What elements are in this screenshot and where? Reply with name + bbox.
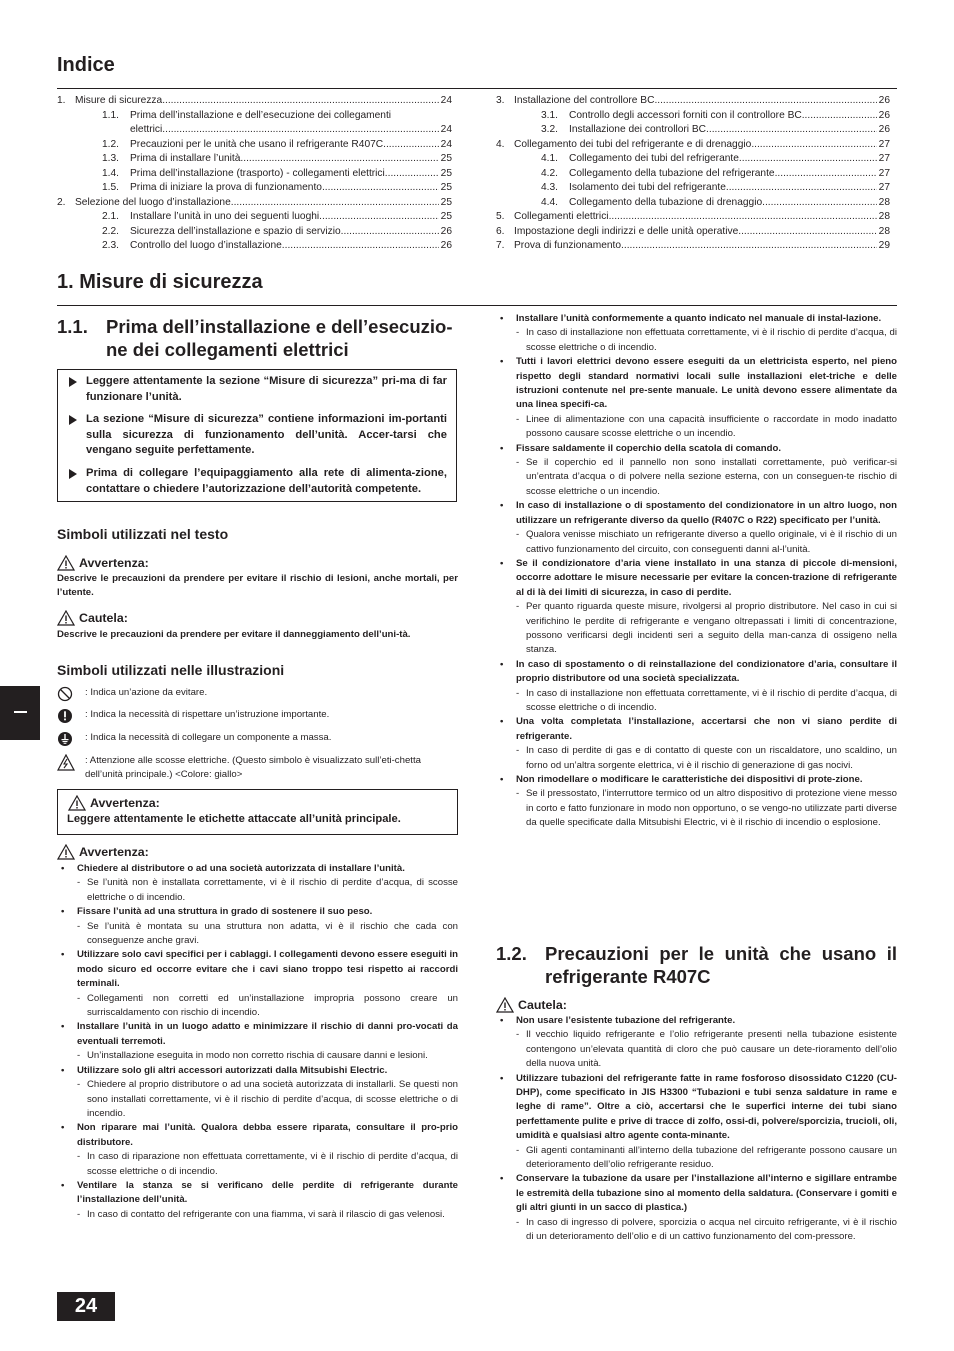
toc-entry	[496, 94, 890, 109]
toc-leader-dots	[385, 167, 439, 182]
toc-entry-page: 25	[440, 153, 452, 164]
caution-triangle-icon	[496, 997, 514, 1013]
toc-leader-dots	[751, 138, 876, 153]
toc-entry-page: 25	[440, 182, 452, 193]
toc-entry	[57, 109, 452, 124]
toc-leader-dots	[706, 123, 877, 138]
bullet-instruction: • Se il condizionatore d’aria viene installato in una stanza di piccole di-mensioni, occorre adottare le misure necessarie per evitare la concen-trazione di refrigerante al di là dei limiti di sicurezza, in caso di perdite.	[496, 557, 897, 600]
symbol-desc: : Attenzione alle scosse elettriche. (Questo simbolo è visualizzato sull’eti-chetta dell’unità principale.) <Colore: giallo>	[85, 755, 421, 780]
symbol-row-mandatory	[57, 708, 458, 722]
notice-item	[68, 412, 447, 459]
toc-entry-page: 24	[440, 138, 452, 150]
bullet-consequence: - Qualora venisse mischiato un refrigerante diverso a quello originale, vi è il rischio di un cattivo funzionamento del circuito, con conseguenti danni al-l’unità.	[496, 528, 897, 557]
section-heading-safety: 1. Misure di sicurezza	[57, 271, 263, 293]
warning-label-text: Avvertenza:	[79, 556, 149, 570]
toc-entry	[496, 181, 890, 196]
toc-entry-title: Impostazione degli indirizzi e delle unità operative	[514, 225, 739, 237]
bullet-instruction: • Non riparare mai l’unità. Qualora debba essere riparata, consultare il pro-prio distributore.	[57, 1121, 458, 1150]
toc-entry-page: 27	[878, 138, 890, 150]
warning-label	[57, 555, 149, 571]
subsection-title-line2: ne dei collegamenti elettrici	[106, 339, 349, 360]
toc-leader-dots	[621, 239, 877, 254]
bullet-instruction: • Utilizzare solo cavi specifici per i cablaggi. I collegamenti devono essere eseguiti in modo sicuro ed occorre evitare che i cavi siano troppo tesi rispetto ai raccordi terminali.	[57, 948, 458, 991]
toc-entry	[496, 225, 890, 240]
toc-leader-dots	[231, 196, 439, 211]
warning-list-right	[496, 312, 897, 831]
bullet-instruction: • In caso di installazione o di spostamento del condizionatore in un altro luogo, non utilizzare un refrigerante diverso da quello (R407C o R22) specificato per l’unità.	[496, 499, 897, 528]
title-rule	[57, 88, 897, 89]
toc-entry-number: 4.3.	[541, 182, 558, 193]
toc-leader-dots	[341, 225, 439, 240]
toc-leader-dots	[383, 138, 439, 153]
toc-entry-title: Installazione dei controllori BC	[569, 124, 707, 135]
toc-entry-page: 26	[440, 225, 452, 237]
label-warning-box	[57, 789, 458, 835]
toc-leader-dots	[738, 225, 876, 240]
mandatory-icon	[57, 708, 75, 726]
bullet-instruction: • Installare l’unità in un luogo adatto e minimizzare il rischio di danni pro-vocati da eventuali terremoti.	[57, 1020, 458, 1049]
bullet-instruction: • Fissare saldamente il coperchio della scatola di comando.	[496, 442, 897, 456]
notice-text: Prima di collegare l’equipaggiamento alla rete di alimenta-zione, contattare o chiedere l’autorizzazione dell’autorità competente.	[86, 466, 447, 495]
page-number: 24	[57, 1292, 115, 1321]
caution-label-text: Cautela:	[79, 611, 128, 625]
section-rule	[57, 305, 897, 306]
bullet-instruction: • In caso di spostamento o di reinstallazione del condizionatore d’aria, consultare il proprio distributore od una società specializzata.	[496, 658, 897, 687]
box-warning-text: Leggere attentamente le etichette attaccate all’unità principale.	[67, 813, 401, 825]
toc-entry	[496, 138, 890, 153]
ground-icon	[57, 731, 75, 749]
toc-entry-number: 4.4.	[541, 196, 558, 208]
electric-shock-icon	[57, 754, 75, 772]
toc-entry-number: 2.1.	[102, 211, 119, 222]
toc-entry-page: 25	[440, 196, 452, 208]
toc-leader-dots	[162, 123, 438, 138]
symbol-desc: : Indica un’azione da evitare.	[85, 687, 208, 698]
toc-entry-number: 1.3.	[102, 153, 119, 164]
toc-entry-number: 4.1.	[541, 153, 558, 164]
toc-entry-title: Prima dell’installazione (trasporto) - collegamenti elettrici	[130, 167, 385, 179]
toc-entry-title: Selezione del luogo d’installazione	[75, 196, 231, 208]
toc-entry	[57, 210, 452, 225]
toc-entry-number: 1.5.	[102, 182, 119, 193]
toc-entry-title: Sicurezza dell’installazione e spazio di servizio	[130, 225, 341, 237]
warning-list-left	[57, 862, 458, 1222]
toc-leader-dots	[609, 210, 877, 225]
toc-entry-number: 2.	[57, 196, 66, 208]
symbol-desc: : Indica la necessità di rispettare un’istruzione importante.	[85, 709, 330, 720]
toc-entry	[496, 239, 890, 254]
bullet-instruction: • Conservare la tubazione da usare per l’installazione all’interno e sigillare entrambe le estremità della tubazione sino al momento della saldatura. (Conservare i gomiti e gli altri giunti in un sacco di plastica.)	[496, 1172, 897, 1215]
toc-entry-title: Installazione del controllore BC	[514, 95, 655, 106]
toc-entry-title: Prima di installare l’unità	[130, 153, 241, 164]
toc-entry-number: 2.2.	[102, 225, 119, 237]
bullet-consequence: - In caso di installazione non effettuata correttamente, vi è il rischio di perdite d’acqua, di scosse elettriche o di incendio.	[496, 687, 897, 716]
toc-entry-number: 7.	[496, 240, 505, 251]
toc-leader-dots	[282, 239, 439, 254]
caution-label	[57, 610, 128, 626]
notice-text: La sezione “Misure di sicurezza” contiene informazioni im-portanti sulla sicurezza di funzionamento dell’unità. Accer-tarsi che vengano seguite perfettamente.	[86, 413, 447, 457]
toc-entry-title-cont: elettrici	[130, 124, 163, 135]
toc-entry-number: 1.1.	[102, 109, 119, 121]
symbols-text-heading: Simboli utilizzati nel testo	[57, 526, 229, 542]
symbol-row-ground	[57, 731, 458, 745]
toc-entry	[496, 167, 890, 182]
symbol-row-electric-shock	[57, 754, 458, 782]
bullet-consequence: - Gli agenti contaminanti all’interno della tubazione del refrigerante possono causare un deterioramento dell’olio refrigerante residuo.	[496, 1144, 897, 1173]
triangle-right-icon	[69, 377, 77, 387]
bullet-consequence: - Il vecchio liquido refrigerante e l’olio refrigerante presenti nella tubazione esistente contengono un’elevata quantità di cloro che può causare un dete-rioramento dell’olio della nuova unità.	[496, 1028, 897, 1071]
bullet-instruction: • Tutti i lavori elettrici devono essere eseguiti da un elettricista esperto, nel pieno rispetto degli standard normativi locali sulle installazioni elet-triche e delle istruzioni contenute nel pre-sente manuale. Le unità devono essere alimentate da una linea specifi-ca.	[496, 355, 897, 413]
toc-entry-title: Isolamento dei tubi del refrigerante	[569, 182, 726, 193]
toc-entry-page: 25	[440, 211, 452, 222]
toc-entry-number: 3.1.	[541, 109, 558, 121]
toc-entry	[496, 123, 890, 138]
toc-leader-dots	[762, 196, 877, 211]
toc-entry-title: Prima di iniziare la prova di funzionamento	[130, 182, 322, 193]
warning-triangle-icon	[68, 795, 86, 811]
toc-entry-title: Collegamento dei tubi del refrigerante	[569, 153, 739, 164]
toc-entry-number: 6.	[496, 225, 505, 237]
warning-description: Descrive le precauzioni da prendere per evitare il rischio di lesioni, anche mortali, per l’utente.	[57, 573, 458, 598]
bullet-instruction: • Non usare l’esistente tubazione del refrigerante.	[496, 1014, 897, 1028]
toc-entry-page: 27	[878, 182, 890, 193]
toc-entry-number: 4.	[496, 138, 505, 150]
toc-entry-title: Prova di funzionamento	[514, 240, 622, 251]
bullet-consequence: - Se l’unità non è installata correttamente, vi è il rischio di perdite d’acqua, di scosse elettriche o di incendio.	[57, 876, 458, 905]
subsection-title-line1: Prima dell’installazione e dell’esecuzio-	[106, 316, 453, 337]
toc-entry-page: 28	[878, 196, 890, 208]
toc-entry-title: Collegamenti elettrici	[514, 211, 609, 222]
toc-entry	[57, 152, 452, 167]
bullet-consequence: - Se il pressostato, l’interruttore termico od un altro dispositivo di protezione viene messo in corto e fatto funzionare in modo non opportuno, o se vengo-no utilizzate parti diverse da quelle specificate dalla Mitsubishi Electric, vi è il rischio di incendio o esplosione.	[496, 787, 897, 830]
toc-entry-title: Misure di sicurezza	[75, 95, 163, 106]
toc-entry-title: Installare l’unità in uno dei seguenti luoghi	[130, 211, 320, 222]
subsection-heading-1-1	[57, 315, 459, 361]
toc-leader-dots	[319, 210, 438, 225]
bullet-instruction: • Ventilare la stanza se si verificano delle perdite di refrigerante durante l’installazione dell’unità.	[57, 1179, 458, 1208]
toc-entry-page: 24	[440, 124, 452, 135]
toc-leader-dots	[739, 152, 877, 167]
page-title: Indice	[57, 54, 115, 76]
warning-triangle-icon	[57, 555, 75, 571]
toc-leader-dots	[322, 181, 439, 196]
toc-entry-page: 28	[878, 211, 890, 222]
toc-entry-number: 3.2.	[541, 124, 558, 135]
toc-entry	[57, 196, 452, 211]
toc-left-column	[57, 94, 452, 254]
bullet-instruction: • Chiedere al distributore o ad una società autorizzata di installare l’unità.	[57, 862, 458, 876]
bullet-consequence: - In caso di contatto del refrigerante con una fiamma, vi sarà il rilascio di gas velenosi.	[57, 1208, 458, 1222]
symbol-row-prohibited	[57, 686, 458, 700]
prohibited-icon	[57, 686, 75, 704]
toc-leader-dots	[775, 167, 877, 182]
toc-entry-page: 28	[878, 225, 890, 237]
toc-leader-dots	[654, 94, 876, 109]
subsection-heading-1-2	[496, 942, 897, 988]
important-notice-box	[57, 369, 457, 502]
toc-entry-title: Prima dell’installazione e dell’esecuzione dei collegamenti	[130, 109, 392, 121]
notice-item	[68, 466, 447, 497]
bullet-consequence: - Un’installazione eseguita in modo non corretto rischia di causare danni e lesioni.	[57, 1049, 458, 1063]
bullet-consequence: - Per quanto riguarda queste misure, rivolgersi al proprio distributore. Nel caso in cui si verifichino le perdite di refrigerante e vengano oltrepassati i limiti di concentrazione, possono verificarsi degli incidenti seri a seguito della man-canza di ossigeno nella stanza.	[496, 600, 897, 658]
toc-entry-number: 5.	[496, 211, 505, 222]
bullet-consequence: - In caso di installazione non effettuata correttamente, vi è il rischio di perdite d’acqua, di scosse elettriche o di incendio.	[496, 326, 897, 355]
toc-entry-title: Collegamento della tubazione del refrigerante	[569, 167, 775, 179]
bullet-consequence: - Collegamenti non corretti ed un’installazione impropria possono creare un surriscaldamento con rischio di incendio.	[57, 992, 458, 1021]
toc-entry-number: 1.	[57, 95, 66, 106]
toc-entry-title: Controllo del luogo d’installazione	[130, 240, 282, 251]
warning-list-label	[57, 844, 149, 860]
caution-description: Descrive le precauzioni da prendere per evitare il danneggiamento dell’uni-tà.	[57, 629, 411, 640]
toc-leader-dots	[162, 94, 438, 109]
toc-entry-number: 3.	[496, 95, 505, 106]
bullet-consequence: - Se il coperchio ed il pannello non sono installati correttamente, può verificar-si un’entrata d’acqua o di polvere nella sezione esterna, con un conseguen-te rischio di scosse elettriche o un incendio.	[496, 456, 897, 499]
subsection-title-line2: refrigerante R407C	[545, 966, 711, 987]
toc-entry	[496, 196, 890, 211]
caution-label-text: Cautela:	[518, 998, 567, 1012]
toc-entry	[57, 94, 452, 109]
subsection-number: 1.2.	[496, 943, 527, 964]
triangle-right-icon	[69, 415, 77, 425]
toc-leader-dots	[802, 109, 877, 124]
bullet-consequence: - In caso di ingresso di polvere, sporcizia o acqua nel circuito refrigerante, vi è il rischio di un deterioramento dell’olio e di un cattivo funzionamento del com-pressore.	[496, 1216, 897, 1245]
toc-entry	[496, 210, 890, 225]
toc-entry-page: 27	[878, 167, 890, 179]
caution-list-label	[496, 997, 567, 1013]
toc-entry-page: 26	[878, 109, 890, 121]
toc-entry	[57, 239, 452, 254]
notice-text: Leggere attentamente la sezione “Misure di sicurezza” pri-ma di far funzionare l’unità.	[86, 375, 447, 403]
toc-entry-page: 24	[440, 95, 452, 106]
toc-entry-page: 26	[878, 95, 890, 106]
toc-entry-title: Collegamento della tubazione di drenaggio	[569, 196, 763, 208]
toc-entry-title: Collegamento dei tubi del refrigerante e di drenaggio	[514, 138, 752, 150]
triangle-right-icon	[69, 469, 77, 479]
bullet-instruction: • Non rimodellare o modificare le caratteristiche dei dispositivi di prote-zione.	[496, 773, 897, 787]
subsection-number: 1.1.	[57, 316, 88, 337]
bullet-consequence: - In caso di riparazione non effettuata correttamente, vi è il rischio di perdite d’acqua, di scosse elettriche o di incendio.	[57, 1150, 458, 1179]
toc-entry	[57, 138, 452, 153]
symbol-desc: : Indica la necessità di collegare un componente a massa.	[85, 732, 332, 743]
bullet-instruction: • Utilizzare tubazioni del refrigerante fatte in rame fosforoso disossidato C1220 (CU-DHP), come specificato in JIS H3300 “Tubazioni e tubi senza saldature in rame e leghe di rame”. Oltre a ciò, accertarsi che le superfici interne dei tubi siano perfettamente pulite e prive di tracce di zolfo, ossi-di, polvere/sporcizia, trucioli, oli, umidità e qualsiasi altro agente conta-minante.	[496, 1072, 897, 1144]
toc-entry-number: 1.4.	[102, 167, 119, 179]
warning-label-text: Avvertenza:	[79, 845, 149, 859]
toc-entry-continuation	[57, 123, 452, 138]
toc-entry-number: 4.2.	[541, 167, 558, 179]
subsection-title-line1: Precauzioni per le unità che usano il	[545, 943, 897, 964]
bullet-instruction: • Utilizzare solo gli altri accessori autorizzati dalla Mitsubishi Electric.	[57, 1064, 458, 1078]
toc-entry	[496, 152, 890, 167]
toc-entry	[57, 225, 452, 240]
toc-entry-page: 26	[440, 240, 452, 251]
toc-entry	[57, 181, 452, 196]
bullet-consequence: - Chiedere al proprio distributore o ad una società autorizzata di installarli. Se questi non sono installati correttamente, vi è il rischio di perdite d’acqua, di scosse elettriche o di incendio.	[57, 1078, 458, 1121]
toc-entry	[57, 167, 452, 182]
symbols-illustrations-heading: Simboli utilizzati nelle illustrazioni	[57, 662, 285, 678]
warning-triangle-icon	[57, 844, 75, 860]
caution-triangle-icon	[57, 610, 75, 626]
warning-label-text: Avvertenza:	[90, 796, 160, 810]
toc-entry-number: 1.2.	[102, 138, 119, 150]
toc-entry-page: 27	[878, 153, 890, 164]
bullet-instruction: • Fissare l’unità ad una struttura in grado di sostenere il suo peso.	[57, 905, 458, 919]
bullet-consequence: - Linee di alimentazione con una capacità insufficiente o raccordate in modo inadatto possono causare scosse elettriche o un incendio.	[496, 413, 897, 442]
bullet-consequence: - In caso di perdite di gas e di contatto di queste con un riscaldatore, uno scaldino, un forno od un’altra sorgente elettrica, vi è il rischio di generazione di gas nocivi.	[496, 744, 897, 773]
toc-leader-dots	[726, 181, 877, 196]
toc-entry-title: Controllo degli accessori forniti con il controllore BC	[569, 109, 802, 121]
bullet-consequence: - Se l’unità è montata su una struttura non adatta, vi è il rischio che cada con conseguenze anche gravi.	[57, 920, 458, 949]
notice-item	[68, 374, 447, 405]
toc-entry-page: 25	[440, 167, 452, 179]
toc-entry-page: 26	[878, 124, 890, 135]
box-warning-label	[68, 795, 160, 811]
bullet-instruction: • Una volta completata l’installazione, accertarsi che non vi siano perdite di refrigerante.	[496, 715, 897, 744]
toc-leader-dots	[240, 152, 438, 167]
toc-entry	[496, 109, 890, 124]
caution-list	[496, 1014, 897, 1245]
toc-entry-number: 2.3.	[102, 240, 119, 251]
language-side-tab	[0, 686, 40, 740]
toc-entry-title: Precauzioni per le unità che usano il refrigerante R407C	[130, 138, 384, 150]
toc-entry-page: 29	[878, 240, 890, 251]
bullet-instruction: • Installare l’unità conformemente a quanto indicato nel manuale di instal-lazione.	[496, 312, 897, 326]
toc-right-column	[496, 94, 890, 254]
